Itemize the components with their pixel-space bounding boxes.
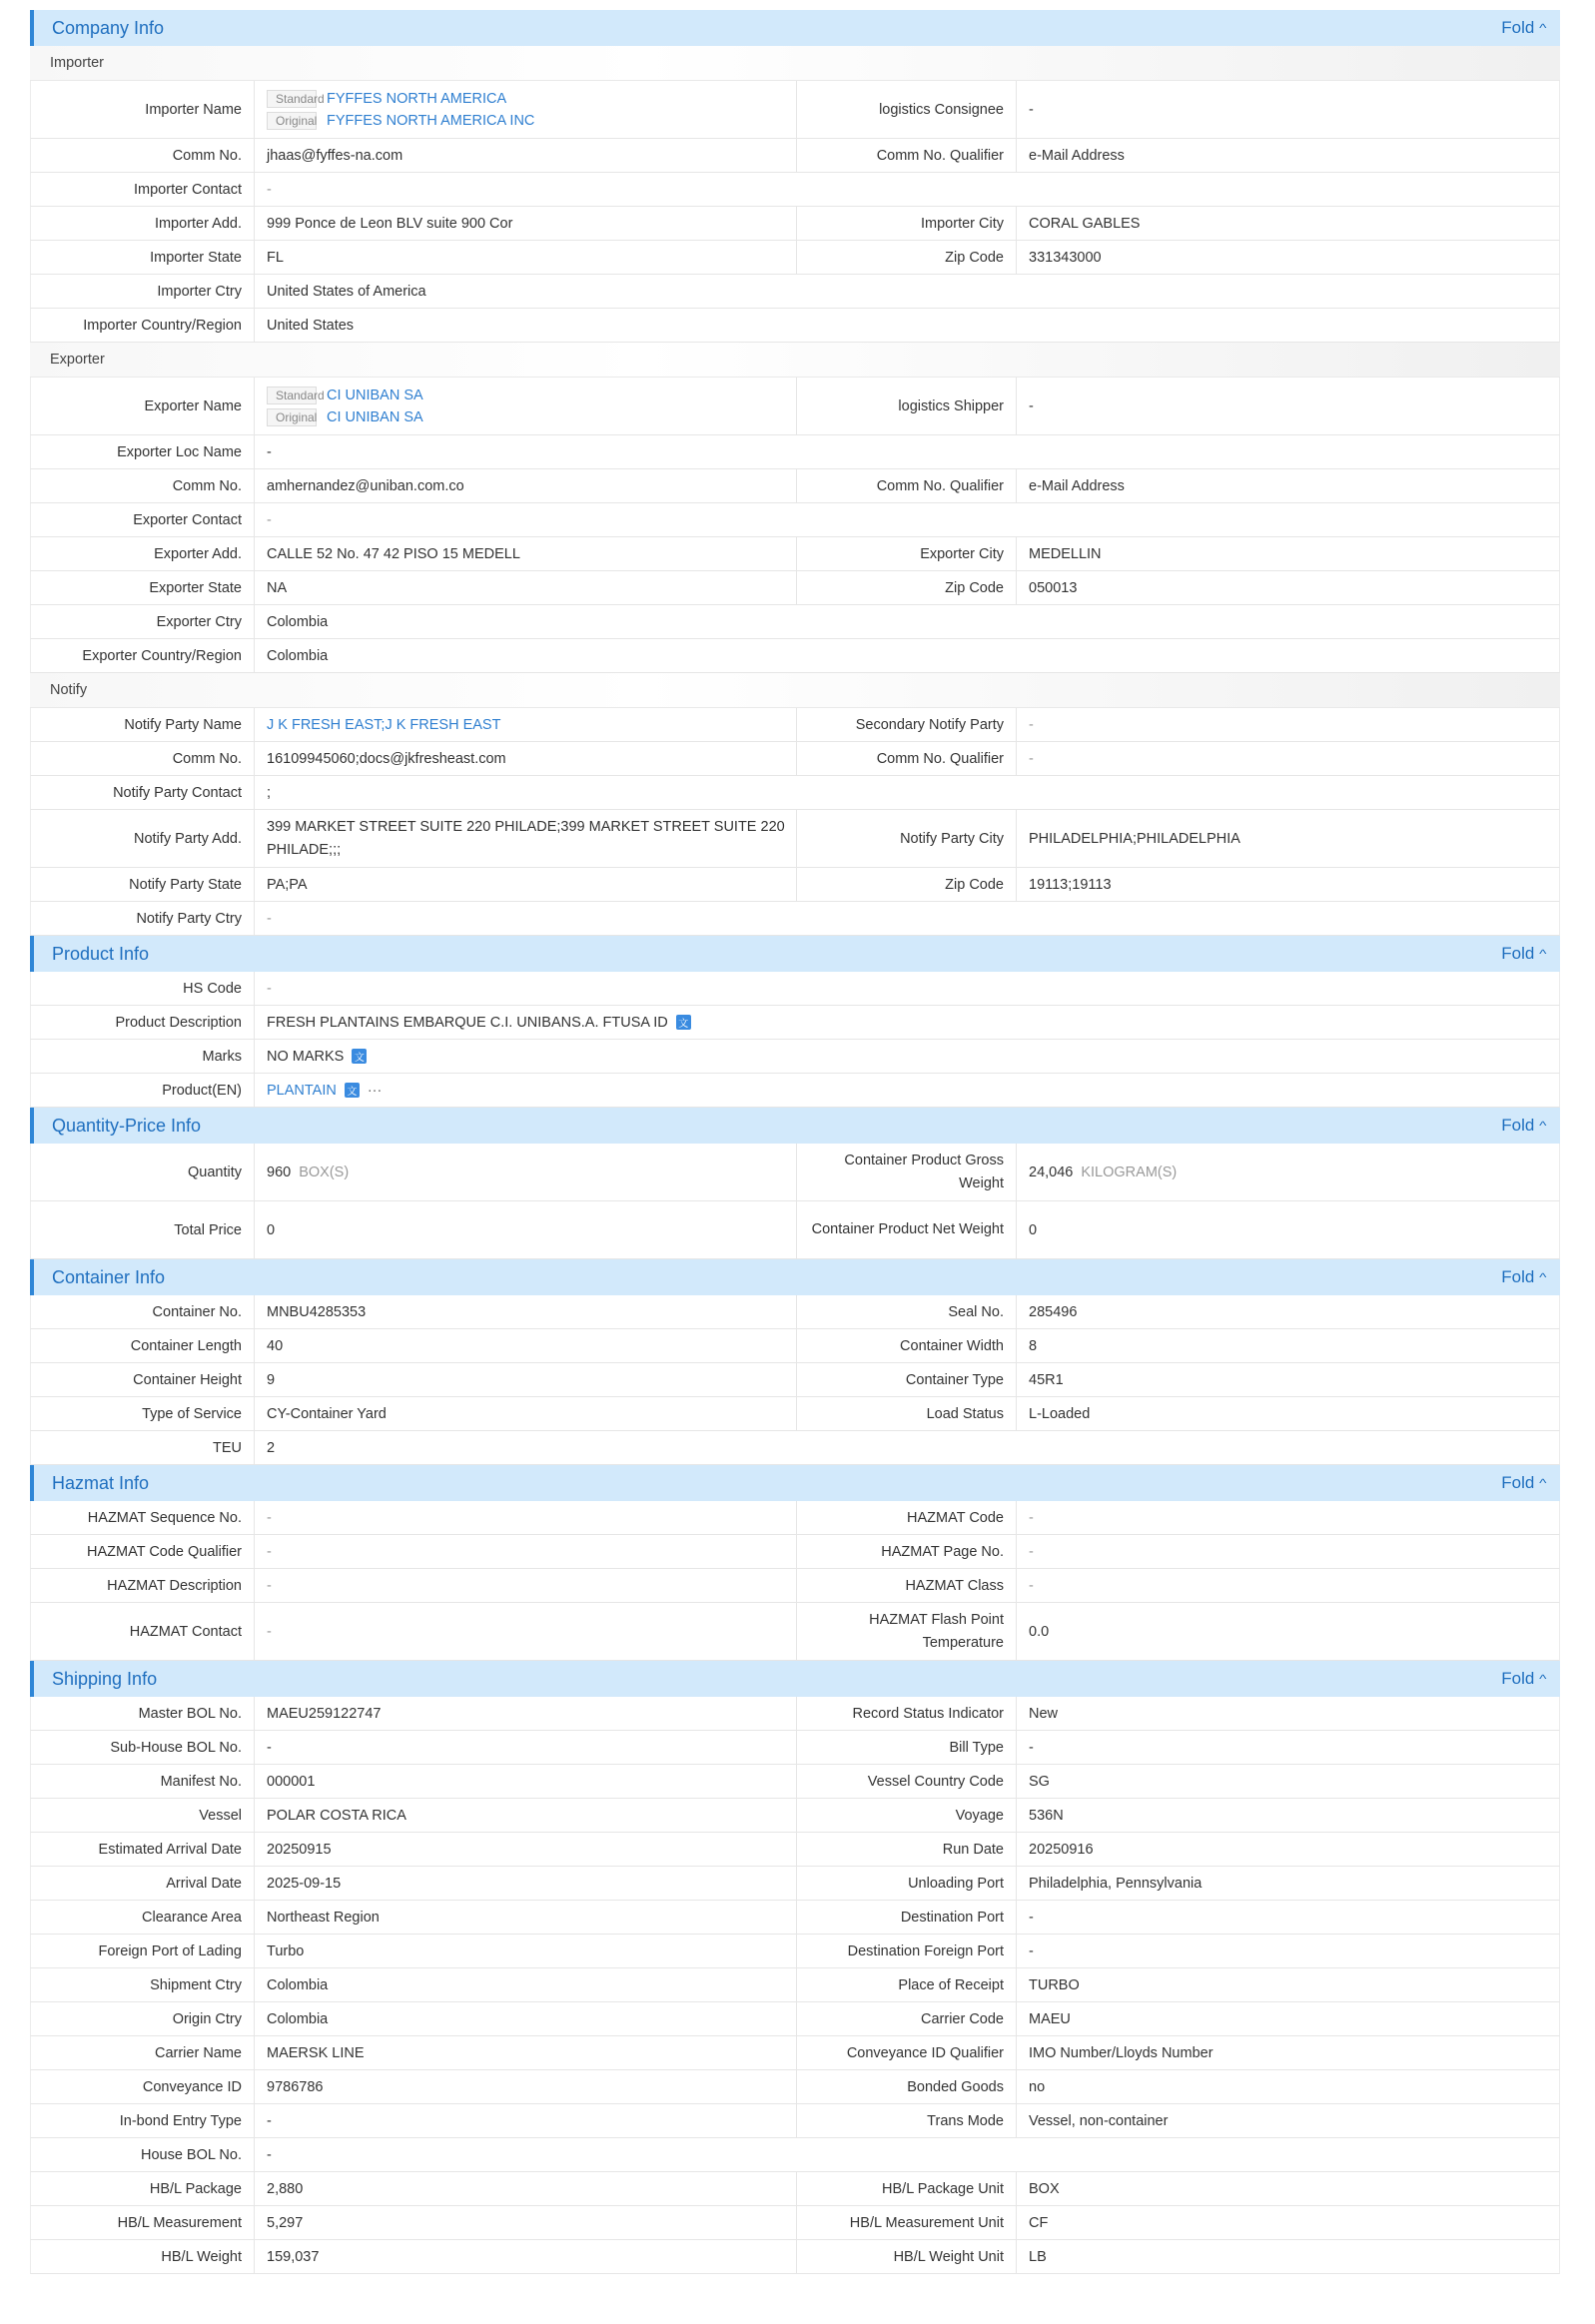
exporter-state-row bbox=[30, 571, 1560, 605]
field-value: 536N bbox=[1029, 1807, 1064, 1824]
shipping-row bbox=[30, 2002, 1560, 2036]
field-value: 24,046 bbox=[1029, 1163, 1074, 1180]
field-label: Shipment Ctry bbox=[31, 1968, 255, 2001]
importer-comm-row bbox=[30, 139, 1560, 173]
field-value: Colombia bbox=[267, 613, 329, 630]
field-value: 2,880 bbox=[267, 2180, 304, 2197]
unit: KILOGRAM(S) bbox=[1081, 1163, 1178, 1180]
field-label: Voyage bbox=[796, 1799, 1017, 1832]
field-label: Secondary Notify Party bbox=[796, 708, 1017, 741]
company-info-header bbox=[30, 10, 1560, 46]
section-title: Product Info bbox=[52, 943, 150, 964]
field-value: 285496 bbox=[1029, 1303, 1078, 1320]
field-label: Origin Ctry bbox=[31, 2002, 255, 2035]
field-label: Type of Service bbox=[31, 1397, 255, 1430]
field-value: L-Loaded bbox=[1029, 1405, 1091, 1422]
field-label: Notify Party Contact bbox=[31, 776, 255, 809]
chevron-up-icon: ^ bbox=[1539, 1476, 1547, 1490]
shipping-row bbox=[30, 2206, 1560, 2240]
product-desc-value bbox=[255, 1006, 1559, 1039]
field-label: Comm No. Qualifier bbox=[796, 469, 1017, 502]
product-en-link[interactable]: PLANTAIN bbox=[267, 1082, 337, 1099]
importer-ctry-row bbox=[30, 275, 1560, 309]
importer-state-row bbox=[30, 241, 1560, 275]
field-label: Container Product Net Weight bbox=[796, 1201, 1017, 1258]
field-label: Conveyance ID Qualifier bbox=[796, 2036, 1017, 2069]
field-value: 999 Ponce de Leon BLV suite 900 Cor bbox=[267, 215, 513, 232]
exporter-contact-row bbox=[30, 503, 1560, 537]
field-label: Container Type bbox=[796, 1363, 1017, 1396]
field-label: Record Status Indicator bbox=[796, 1697, 1017, 1730]
field-label: Exporter City bbox=[796, 537, 1017, 570]
shipping-info-header bbox=[30, 1661, 1560, 1697]
field-label: Vessel Country Code bbox=[796, 1765, 1017, 1798]
fold-label: Fold bbox=[1501, 1116, 1535, 1135]
field-label: Zip Code bbox=[796, 868, 1017, 901]
field-label: Marks bbox=[31, 1040, 255, 1073]
field-value: ; bbox=[267, 784, 272, 801]
quantity-row bbox=[30, 1144, 1560, 1201]
field-label: Importer Add. bbox=[31, 207, 255, 240]
field-value: 9786786 bbox=[267, 2078, 324, 2095]
field-value: - bbox=[267, 1543, 272, 1560]
exporter-loc-row bbox=[30, 435, 1560, 469]
translate-icon[interactable]: 文 bbox=[352, 1049, 367, 1064]
hazmat-info-header bbox=[30, 1465, 1560, 1501]
fold-label: Fold bbox=[1501, 944, 1535, 963]
field-label: Exporter State bbox=[31, 571, 255, 604]
container-no-row bbox=[30, 1295, 1560, 1329]
importer-add-row bbox=[30, 207, 1560, 241]
field-value: CY-Container Yard bbox=[267, 1405, 387, 1422]
shipping-row bbox=[30, 1867, 1560, 1901]
field-label: Seal No. bbox=[796, 1295, 1017, 1328]
field-value: MNBU4285353 bbox=[267, 1303, 367, 1320]
fold-button[interactable] bbox=[1501, 944, 1546, 964]
original-tag: Original bbox=[267, 408, 317, 426]
section-title: Hazmat Info bbox=[52, 1472, 150, 1493]
field-label: Vessel bbox=[31, 1799, 255, 1832]
field-value: FRESH PLANTAINS EMBARQUE C.I. UNIBANS.A. FTUSA ID bbox=[267, 1014, 668, 1031]
importer-name-row bbox=[30, 81, 1560, 139]
field-label: Destination Port bbox=[796, 1901, 1017, 1934]
field-label: Zip Code bbox=[796, 571, 1017, 604]
marks-value bbox=[255, 1040, 1559, 1073]
field-value: - bbox=[267, 443, 272, 460]
shipping-row bbox=[30, 2070, 1560, 2104]
fold-label: Fold bbox=[1501, 1267, 1535, 1286]
container-height-row bbox=[30, 1363, 1560, 1397]
field-value: - bbox=[1029, 101, 1034, 118]
field-label: HB/L Measurement bbox=[31, 2206, 255, 2239]
field-value: BOX bbox=[1029, 2180, 1060, 2197]
field-label: Destination Foreign Port bbox=[796, 1935, 1017, 1967]
field-label: logistics Shipper bbox=[796, 378, 1017, 434]
fold-button[interactable] bbox=[1501, 18, 1546, 38]
product-info-header bbox=[30, 936, 1560, 972]
field-label: HS Code bbox=[31, 972, 255, 1005]
field-value: - bbox=[1029, 750, 1034, 767]
shipping-row bbox=[30, 1765, 1560, 1799]
field-value: 2025-09-15 bbox=[267, 1875, 342, 1892]
field-label: Run Date bbox=[796, 1833, 1017, 1866]
field-value: LB bbox=[1029, 2248, 1047, 2265]
field-label: Place of Receipt bbox=[796, 1968, 1017, 2001]
field-label: Comm No. bbox=[31, 469, 255, 502]
field-value: 0 bbox=[267, 1221, 276, 1238]
field-value: Northeast Region bbox=[267, 1909, 380, 1926]
field-value: 0 bbox=[1029, 1221, 1038, 1238]
shipping-row bbox=[30, 1799, 1560, 1833]
field-label: logistics Consignee bbox=[796, 81, 1017, 138]
container-info-header bbox=[30, 1259, 1560, 1295]
field-label: Importer Ctry bbox=[31, 275, 255, 308]
field-value: - bbox=[1029, 1509, 1034, 1526]
fold-label: Fold bbox=[1501, 18, 1535, 37]
container-teu-row bbox=[30, 1431, 1560, 1465]
chevron-up-icon: ^ bbox=[1539, 1270, 1547, 1284]
importer-standard-name-link[interactable]: FYFFES NORTH AMERICA bbox=[327, 90, 507, 107]
importer-original-name-link[interactable]: FYFFES NORTH AMERICA INC bbox=[327, 112, 535, 129]
field-value: 960 bbox=[267, 1163, 292, 1180]
field-value: Colombia bbox=[267, 2010, 329, 2027]
field-label: HAZMAT Class bbox=[796, 1569, 1017, 1602]
notify-name-row bbox=[30, 708, 1560, 742]
field-label: Comm No. bbox=[31, 742, 255, 775]
fold-button[interactable] bbox=[1501, 1669, 1546, 1689]
shipping-row bbox=[30, 1731, 1560, 1765]
field-value: - bbox=[1029, 397, 1034, 414]
field-value: - bbox=[1029, 716, 1034, 733]
quantity-info-header bbox=[30, 1108, 1560, 1144]
field-value: NA bbox=[267, 579, 288, 596]
translate-icon[interactable]: 文 bbox=[345, 1083, 360, 1098]
fold-label: Fold bbox=[1501, 1473, 1535, 1492]
field-label: HB/L Measurement Unit bbox=[796, 2206, 1017, 2239]
field-value: SG bbox=[1029, 1773, 1050, 1790]
hazmat-qual-row bbox=[30, 1535, 1560, 1569]
field-label: HB/L Package bbox=[31, 2172, 255, 2205]
field-value: FL bbox=[267, 249, 284, 266]
notify-add-row bbox=[30, 810, 1560, 868]
field-value: MAEU bbox=[1029, 2010, 1071, 2027]
field-value: 331343000 bbox=[1029, 249, 1102, 266]
field-label: Notify Party Ctry bbox=[31, 902, 255, 935]
field-label: HB/L Weight bbox=[31, 2240, 255, 2273]
fold-label: Fold bbox=[1501, 1669, 1535, 1688]
field-value: MEDELLIN bbox=[1029, 545, 1102, 562]
field-label: Notify Party City bbox=[796, 810, 1017, 867]
notify-subheader: Notify bbox=[30, 673, 1560, 708]
container-length-row bbox=[30, 1329, 1560, 1363]
section-title: Shipping Info bbox=[52, 1668, 158, 1689]
field-label: HAZMAT Description bbox=[31, 1569, 255, 1602]
field-label: Container Product Gross Weight bbox=[796, 1144, 1017, 1200]
notify-party-name-link[interactable]: J K FRESH EAST;J K FRESH EAST bbox=[267, 716, 501, 733]
field-value: MAEU259122747 bbox=[267, 1705, 382, 1722]
field-value: 19113;19113 bbox=[1029, 876, 1112, 893]
field-value: United States bbox=[267, 317, 355, 334]
field-value: CORAL GABLES bbox=[1029, 215, 1141, 232]
field-label: Carrier Name bbox=[31, 2036, 255, 2069]
hazmat-desc-row bbox=[30, 1569, 1560, 1603]
field-value: Turbo bbox=[267, 1942, 305, 1959]
field-value: IMO Number/Lloyds Number bbox=[1029, 2044, 1213, 2061]
field-label: Zip Code bbox=[796, 241, 1017, 274]
field-value: - bbox=[267, 2112, 272, 2129]
marks-row bbox=[30, 1040, 1560, 1074]
field-label: Clearance Area bbox=[31, 1901, 255, 1934]
field-value: 8 bbox=[1029, 1337, 1038, 1354]
field-label: Exporter Name bbox=[31, 378, 255, 434]
field-label: TEU bbox=[31, 1431, 255, 1464]
field-label: Comm No. Qualifier bbox=[796, 139, 1017, 172]
field-value: - bbox=[267, 980, 272, 997]
field-value: 5,297 bbox=[267, 2214, 304, 2231]
field-label: Bill Type bbox=[796, 1731, 1017, 1764]
field-label: Exporter Add. bbox=[31, 537, 255, 570]
field-label: Arrival Date bbox=[31, 1867, 255, 1900]
field-value: CALLE 52 No. 47 42 PISO 15 MEDELL bbox=[267, 545, 520, 562]
field-value: - bbox=[1029, 1909, 1034, 1926]
field-value: Philadelphia, Pennsylvania bbox=[1029, 1875, 1202, 1892]
product-en-row bbox=[30, 1074, 1560, 1108]
field-label: Comm No. bbox=[31, 139, 255, 172]
field-value: - bbox=[267, 511, 272, 528]
notify-comm-row bbox=[30, 742, 1560, 776]
field-label: HB/L Weight Unit bbox=[796, 2240, 1017, 2273]
field-label: In-bond Entry Type bbox=[31, 2104, 255, 2137]
field-value: 399 MARKET STREET SUITE 220 PHILADE;399 MARKET STREET SUITE 220 PHILADE;;; bbox=[267, 818, 785, 858]
importer-subheader: Importer bbox=[30, 46, 1560, 81]
section-title: Company Info bbox=[52, 17, 165, 38]
price-row bbox=[30, 1201, 1560, 1259]
translate-icon[interactable]: 文 bbox=[676, 1015, 691, 1030]
field-value: 159,037 bbox=[267, 2248, 320, 2265]
field-value: PHILADELPHIA;PHILADELPHIA bbox=[1029, 830, 1240, 847]
field-value: 20250915 bbox=[267, 1841, 332, 1858]
shipping-row bbox=[30, 1935, 1560, 1968]
field-value: 000001 bbox=[267, 1773, 316, 1790]
field-value: jhaas@fyffes-na.com bbox=[267, 147, 403, 164]
notify-ctry-row bbox=[30, 902, 1560, 936]
more-icon[interactable]: ··· bbox=[367, 1082, 383, 1099]
field-label: Trans Mode bbox=[796, 2104, 1017, 2137]
chevron-up-icon: ^ bbox=[1539, 21, 1547, 35]
hazmat-contact-row bbox=[30, 1603, 1560, 1661]
importer-region-row bbox=[30, 309, 1560, 343]
field-value: 9 bbox=[267, 1371, 276, 1388]
field-value: 2 bbox=[267, 1439, 276, 1456]
field-value: CF bbox=[1029, 2214, 1049, 2231]
field-label: Product(EN) bbox=[31, 1074, 255, 1107]
fold-button[interactable] bbox=[1501, 1267, 1546, 1287]
field-value: 16109945060;docs@jkfresheast.com bbox=[267, 750, 506, 767]
field-label: Manifest No. bbox=[31, 1765, 255, 1798]
gross-value bbox=[1017, 1144, 1559, 1200]
notify-contact-row bbox=[30, 776, 1560, 810]
field-label: HAZMAT Sequence No. bbox=[31, 1501, 255, 1534]
field-value: 45R1 bbox=[1029, 1371, 1064, 1388]
chevron-up-icon: ^ bbox=[1539, 947, 1547, 961]
field-value: Vessel, non-container bbox=[1029, 2112, 1169, 2129]
field-value: 40 bbox=[267, 1337, 284, 1354]
field-value: e-Mail Address bbox=[1029, 477, 1125, 494]
exporter-standard-name-link[interactable]: CI UNIBAN SA bbox=[327, 387, 423, 403]
exporter-comm-row bbox=[30, 469, 1560, 503]
field-label: Notify Party Name bbox=[31, 708, 255, 741]
field-value: - bbox=[1029, 1577, 1034, 1594]
standard-tag: Standard bbox=[267, 90, 317, 108]
field-value: 20250916 bbox=[1029, 1841, 1094, 1858]
section-title: Quantity-Price Info bbox=[52, 1115, 202, 1136]
hs-code-row bbox=[30, 972, 1560, 1006]
section-title: Container Info bbox=[52, 1266, 166, 1287]
field-value: MAERSK LINE bbox=[267, 2044, 365, 2061]
field-value: no bbox=[1029, 2078, 1046, 2095]
importer-contact-row bbox=[30, 173, 1560, 207]
field-label: Load Status bbox=[796, 1397, 1017, 1430]
field-label: HAZMAT Contact bbox=[31, 1603, 255, 1660]
shipping-row bbox=[30, 2138, 1560, 2172]
field-value: 0.0 bbox=[1029, 1623, 1050, 1640]
exporter-name-value bbox=[255, 378, 796, 434]
field-label: Importer Name bbox=[31, 81, 255, 138]
field-value: NO MARKS bbox=[267, 1048, 345, 1065]
field-value: PA;PA bbox=[267, 876, 308, 893]
field-value: 050013 bbox=[1029, 579, 1078, 596]
field-value: - bbox=[267, 1623, 272, 1640]
field-value: TURBO bbox=[1029, 1976, 1080, 1993]
field-label: HAZMAT Code bbox=[796, 1501, 1017, 1534]
field-label: Sub-House BOL No. bbox=[31, 1731, 255, 1764]
exporter-ctry-row bbox=[30, 605, 1560, 639]
shipping-row bbox=[30, 1901, 1560, 1935]
field-label: Exporter Country/Region bbox=[31, 639, 255, 672]
field-label: Notify Party State bbox=[31, 868, 255, 901]
field-label: Estimated Arrival Date bbox=[31, 1833, 255, 1866]
chevron-up-icon: ^ bbox=[1539, 1672, 1547, 1686]
field-value: - bbox=[267, 1739, 272, 1756]
fold-button[interactable] bbox=[1501, 1473, 1546, 1493]
unit: BOX(S) bbox=[299, 1163, 350, 1180]
original-tag: Original bbox=[267, 112, 317, 130]
field-label: Container Length bbox=[31, 1329, 255, 1362]
field-label: Container No. bbox=[31, 1295, 255, 1328]
field-label: Conveyance ID bbox=[31, 2070, 255, 2103]
field-label: HAZMAT Code Qualifier bbox=[31, 1535, 255, 1568]
field-value: - bbox=[1029, 1942, 1034, 1959]
field-value: POLAR COSTA RICA bbox=[267, 1807, 406, 1824]
field-label: Unloading Port bbox=[796, 1867, 1017, 1900]
field-value: - bbox=[267, 1509, 272, 1526]
exporter-subheader: Exporter bbox=[30, 343, 1560, 378]
shipping-row bbox=[30, 2240, 1560, 2274]
exporter-add-row bbox=[30, 537, 1560, 571]
product-desc-row bbox=[30, 1006, 1560, 1040]
product-en-value bbox=[255, 1074, 1559, 1107]
field-label: Notify Party Add. bbox=[31, 810, 255, 867]
exporter-region-row bbox=[30, 639, 1560, 673]
field-value: - bbox=[1029, 1739, 1034, 1756]
field-label: Exporter Loc Name bbox=[31, 435, 255, 468]
chevron-up-icon: ^ bbox=[1539, 1119, 1547, 1133]
field-value: - bbox=[267, 910, 272, 927]
field-label: Carrier Code bbox=[796, 2002, 1017, 2035]
field-value: - bbox=[267, 2146, 272, 2163]
shipping-rows bbox=[30, 1697, 1560, 2274]
record-detail-page bbox=[30, 10, 1560, 2274]
container-service-row bbox=[30, 1397, 1560, 1431]
field-value: - bbox=[267, 181, 272, 198]
field-value: e-Mail Address bbox=[1029, 147, 1125, 164]
field-label: Importer Country/Region bbox=[31, 309, 255, 342]
field-label: Product Description bbox=[31, 1006, 255, 1039]
field-label: House BOL No. bbox=[31, 2138, 255, 2171]
field-label: Exporter Ctry bbox=[31, 605, 255, 638]
field-label: Bonded Goods bbox=[796, 2070, 1017, 2103]
quantity-value bbox=[255, 1144, 796, 1200]
field-label: HB/L Package Unit bbox=[796, 2172, 1017, 2205]
shipping-row bbox=[30, 2172, 1560, 2206]
field-label: HAZMAT Flash Point Temperature bbox=[796, 1603, 1017, 1660]
field-label: Container Height bbox=[31, 1363, 255, 1396]
shipping-row bbox=[30, 2104, 1560, 2138]
importer-name-value bbox=[255, 81, 796, 138]
exporter-original-name-link[interactable]: CI UNIBAN SA bbox=[327, 408, 423, 425]
field-label: HAZMAT Page No. bbox=[796, 1535, 1017, 1568]
fold-button[interactable] bbox=[1501, 1116, 1546, 1136]
field-label: Exporter Contact bbox=[31, 503, 255, 536]
field-label: Comm No. Qualifier bbox=[796, 742, 1017, 775]
field-label: Total Price bbox=[31, 1201, 255, 1258]
field-label: Quantity bbox=[31, 1144, 255, 1200]
field-label: Importer State bbox=[31, 241, 255, 274]
field-value: Colombia bbox=[267, 1976, 329, 1993]
field-value: New bbox=[1029, 1705, 1059, 1722]
field-label: Master BOL No. bbox=[31, 1697, 255, 1730]
shipping-row bbox=[30, 2036, 1560, 2070]
shipping-row bbox=[30, 1833, 1560, 1867]
shipping-row bbox=[30, 1968, 1560, 2002]
hazmat-seq-row bbox=[30, 1501, 1560, 1535]
notify-state-row bbox=[30, 868, 1560, 902]
standard-tag: Standard bbox=[267, 387, 317, 404]
field-label: Importer City bbox=[796, 207, 1017, 240]
field-value: amhernandez@uniban.com.co bbox=[267, 477, 464, 494]
field-value: - bbox=[1029, 1543, 1034, 1560]
field-value: - bbox=[267, 1577, 272, 1594]
field-value: Colombia bbox=[267, 647, 329, 664]
field-label: Container Width bbox=[796, 1329, 1017, 1362]
field-label: Foreign Port of Lading bbox=[31, 1935, 255, 1967]
field-value: United States of America bbox=[267, 283, 426, 300]
field-label: Importer Contact bbox=[31, 173, 255, 206]
shipping-row bbox=[30, 1697, 1560, 1731]
exporter-name-row bbox=[30, 378, 1560, 435]
